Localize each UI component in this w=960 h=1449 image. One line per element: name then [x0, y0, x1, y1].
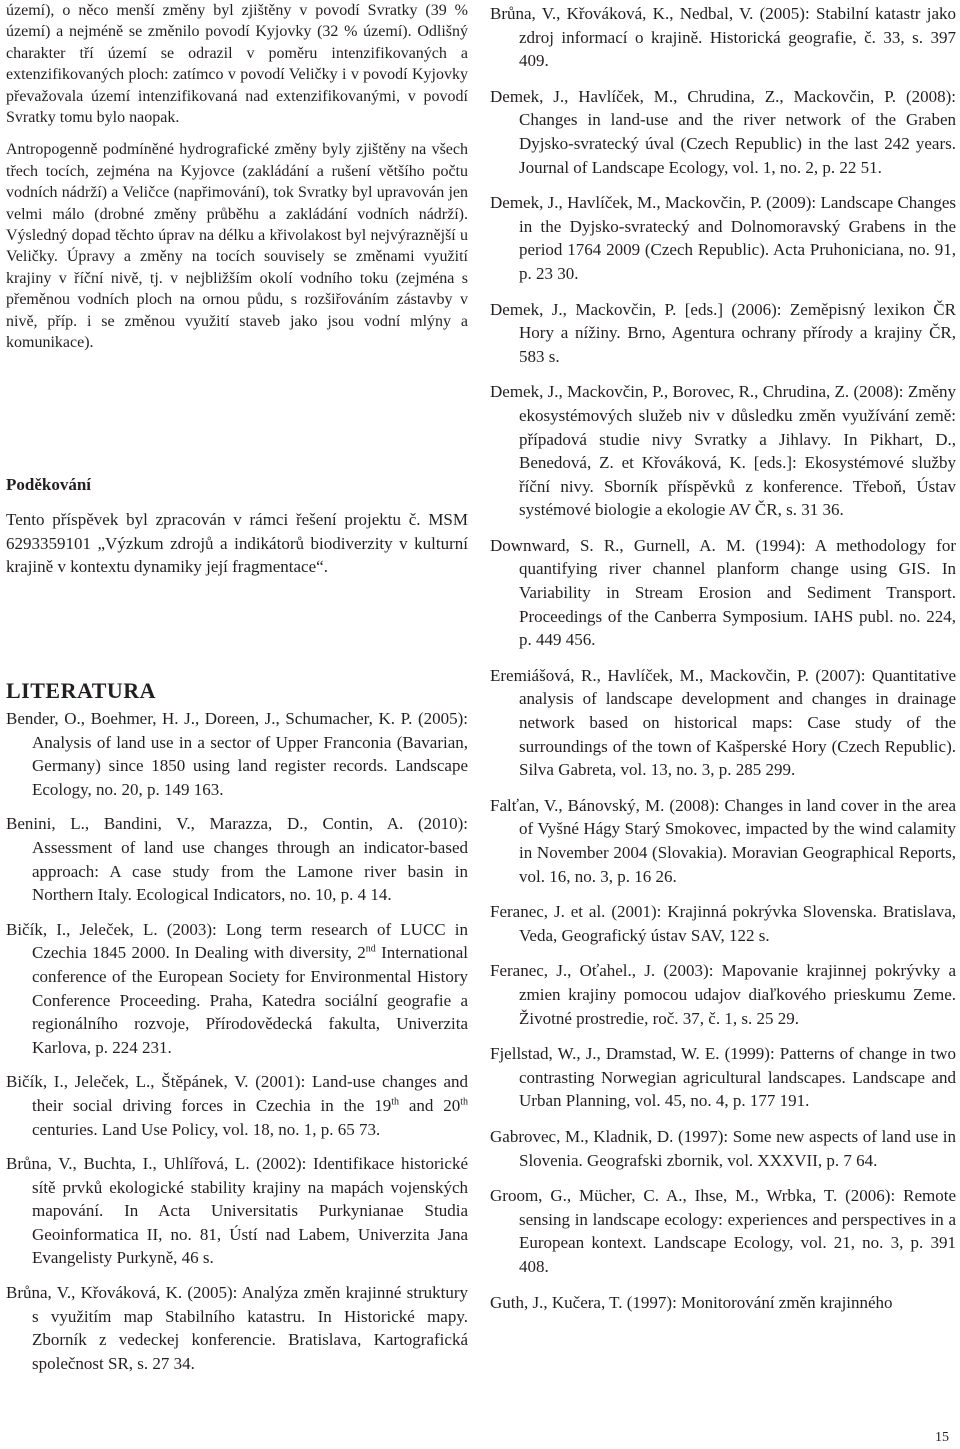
reference-list-left — [6, 707, 468, 1386]
reference-item: Brůna, V., Křováková, K. (2005): Analýza změn krajinné struktury s využitím map Stabilního katastru. In Historické mapy. Zborník z vedeckej konferencie. Bratislava, Kartografická společnost SR, s. 27 34. — [6, 1283, 468, 1373]
reference-text: Bičík, I., Jeleček, L. (2003): Long term research of LUCC in Czechia 1845 2000. In Dealing with diversity, 2 — [6, 919, 468, 963]
reference-text: centuries. Land Use Policy, vol. 18, no. 1, p. 65 73. — [32, 1119, 381, 1139]
acknowledgement-heading: Poděkování — [6, 475, 92, 494]
reference-list-right — [490, 2, 956, 1326]
reference-item: Guth, J., Kučera, T. (1997): Monitorování změn krajinného — [490, 1292, 893, 1312]
superscript: th — [460, 1096, 469, 1108]
reference-item — [6, 1070, 468, 1141]
reference-item: Falťan, V., Bánovský, M. (2008): Changes in land cover in the area of Vyšné Hágy Starý Smokovec, impacted by the wind calamity in November 2004 (Slovakia). Moravian Geographical Reports, vol. 16, no. 3, p. 16 26. — [490, 795, 956, 886]
reference-item — [6, 918, 468, 1060]
reference-item: Fjellstad, W., J., Dramstad, W. E. (1999): Patterns of change in two contrasting Norwegian agricultural landscapes. Landscape and Urban Planning, vol. 45, no. 4, p. 177 191. — [490, 1044, 956, 1111]
reference-text: and 20 — [398, 1095, 461, 1115]
reference-item: Downward, S. R., Gurnell, A. M. (1994): A methodology for quantifying river channel planform change using GIS. In Variability in Stream Erosion and Sediment Transport. Proceedings of the Canberra Symposium. IAHS publ. no. 224, p. 449 456. — [490, 535, 956, 650]
reference-item: Feranec, J. et al. (2001): Krajinná pokrývka Slovenska. Bratislava, Veda, Geografický ústav SAV, 122 s. — [490, 902, 956, 945]
reference-item: Demek, J., Mackovčin, P. [eds.] (2006): Zeměpisný lexikon ČR Hory a nížiny. Brno, Agentura ochrany přírody a krajiny ČR, 583 s. — [490, 299, 956, 366]
reference-item: Feranec, J., Oťahel., J. (2003): Mapovanie krajinnej pokrývky a zmien krajiny pomocou udajov diaľkového prieskumu Zeme. Životné prostredie, roč. 37, č. 1, s. 25 29. — [490, 961, 956, 1028]
reference-item: Gabrovec, M., Kladnik, D. (1997): Some new aspects of land use in Slovenia. Geografski zbornik, vol. XXXVII, p. 7 64. — [490, 1126, 956, 1170]
reference-text: Bičík, I., Jeleček, L., Štěpánek, V. (2001): Land-use changes and their social driving forces in Czechia in the 19 — [6, 1072, 468, 1115]
reference-item: Bender, O., Boehmer, H. J., Doreen, J., Schumacher, K. P. (2005): Analysis of land use in a sector of Upper Franconia (Bavarian, Germany) since 1850 using land register records. Landscape Ecology, no. 20, p. 149 163. — [6, 709, 468, 799]
literature-heading: LITERATURA — [6, 678, 157, 703]
page-number: 15 — [935, 1430, 949, 1445]
superscript: nd — [365, 943, 376, 955]
reference-item: Demek, J., Havlíček, M., Mackovčin, P. (2009): Landscape Changes in the Dyjsko-svratecký and Dolnomoravský Grabens in the period 1764 2009 (Czech Republic). Acta Pruhoniciana, no. 91, p. 23 30. — [490, 193, 956, 283]
left-column — [6, 0, 469, 1373]
reference-item: Demek, J., Mackovčin, P., Borovec, R., Chrudina, Z. (2008): Změny ekosystémových služeb niv v důsledku změn využívání země: případová studie nivy Svratky a Jihlavy. In Pikhart, D., Benedová, Z. et Křováková, K. [eds.]: Ekosystémové služby říční nivy. Sborník příspěvků z konference. Třeboň, Ústav systémové biologie a ekologie AV ČR, s. 31 36. — [490, 382, 956, 520]
superscript: th — [391, 1096, 399, 1108]
reference-item: Brůna, V., Křováková, K., Nedbal, V. (2005): Stabilní katastr jako zdroj informací o krajině. Historická geografie, č. 33, s. 397 409. — [490, 4, 956, 71]
reference-item: Brůna, V., Buchta, I., Uhlířová, L. (2002): Identifikace historické sítě prvků ekologické stability krajiny na mapách vojenských mapování. In Acta Universitatis Purkynianae Studia Geoinformatica II, no. 81, Ústí nad Labem, Univerzita Jana Evangelisty Purkyně, 46 s. — [6, 1154, 468, 1268]
acknowledgement-text: Tento příspěvek byl zpracován v rámci řešení projektu č. MSM 6293359101 „Výzkum zdrojů a indikátorů biodiverzity v kulturní krajině v kontextu dynamiky její fragmentace“. — [6, 510, 468, 577]
reference-text: International conference of the European Society for Environmental History Conference Proceeding. Praha, Katedra sociální geografie a regionálního rozvoje, Přírodovědecká fakulta, Univerzita Karlova, p. 224 231. — [32, 943, 468, 1057]
reference-item: Groom, G., Mücher, C. A., Ihse, M., Wrbka, T. (2006): Remote sensing in landscape ecology: experiences and perspectives in a European kontext. Landscape Ecology, vol. 21, no. 3, p. 391 408. — [490, 1186, 956, 1276]
body-paragraph-1: území), o něco menší změny byl zjištěny v povodí Svratky (39 % území) a nejméně se změnilo povodí Kyjovky (32 % území). Odlišný charakter tří území se odrazil v poměru intenzifikovaných a extenzifikovaných ploch: zatímco v povodí Veličky i v povodí Kyjovky převažovala území intenzifikovaná nad extenzifikovanými, v povodí Svratky tomu bylo naopak. — [6, 2, 468, 127]
reference-item: Eremiášová, R., Havlíček, M., Mackovčin, P. (2007): Quantitative analysis of landscape development and changes in drainage network based on historical maps: Case study of the surroundings of the town of Kašperské Hory (Czech Republic). Silva Gabreta, vol. 13, no. 3, p. 285 299. — [490, 665, 956, 780]
body-paragraph-2: Antropogenně podmíněné hydrografické změny byly zjištěny na všech třech tocích, zejména na Kyjovce (zakládání a rušení většího počtu vodních nádrží) a Veličce (napřimování), tok Svratky byl upravován jen velmi málo (drobné změny průběhu a zakládání vodních nádrží). Výsledný dopad těchto úprav na délku a křivolakost byl nejvýraznější u Veličky. Úpravy a změny na tocích souvisely se změnami využití krajiny v říční nivě, tj. v nejbližším okolí vodního toku (zejména s přeměnou vodních ploch na ornou půdu, s rozšiřováním zástavby v nivě, příp. i se změnou využití staveb jako jsou vodní mlýny a komunikace). — [6, 141, 468, 352]
reference-item: Demek, J., Havlíček, M., Chrudina, Z., Mackovčin, P. (2008): Changes in land-use and the river network of the Graben Dyjsko-svratecký úval (Czech Republic) in the last 242 years. Journal of Landscape Ecology, vol. 1, no. 2, p. 22 51. — [490, 86, 956, 177]
reference-item: Benini, L., Bandini, V., Marazza, D., Contin, A. (2010): Assessment of land use changes through an indicator-based approach: A case study from the Lamone river basin in Northern Italy. Ecological Indicators, no. 10, p. 4 14. — [6, 814, 468, 905]
